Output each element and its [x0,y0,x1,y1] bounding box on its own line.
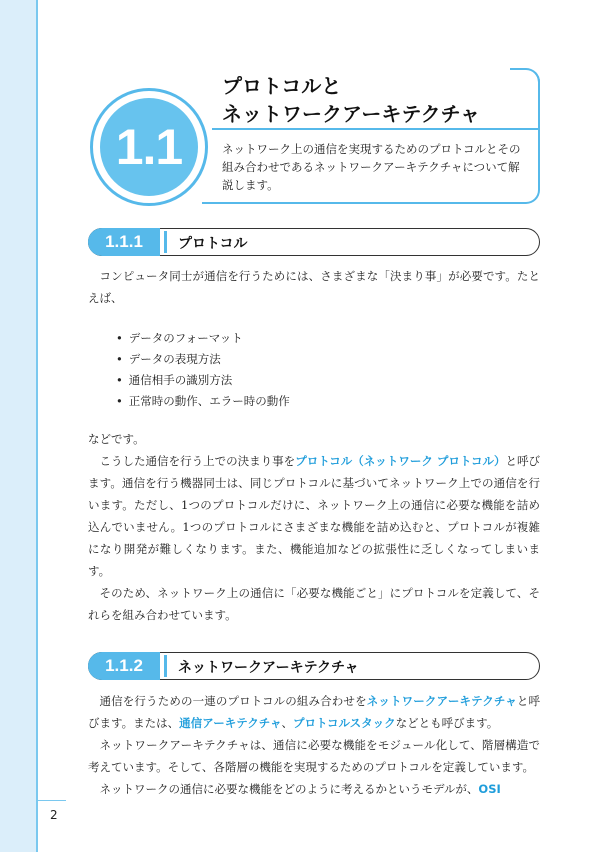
term-network-architecture: ネットワークアーキテクチャ [366,694,517,708]
body-paragraph [88,265,540,309]
subsection-separator [164,231,167,253]
page-number: 2 [50,808,58,822]
subsection-title: ネットワークアーキテクチャ [178,660,359,676]
text-span: などとも呼びます。 [395,716,499,730]
subsection-title: プロトコル [178,236,248,252]
list-item: • 通信相手の識別方法 [116,370,516,391]
section-number-circle [100,98,198,196]
section-number: 1.1 [115,119,183,175]
list-item: • 正常時の動作、エラー時の動作 [116,391,516,412]
body-text-block [88,428,540,626]
paragraph-combination: そのため、ネットワーク上の通信に「必要な機能ごと」にプロトコルを定義して、それらを組み合わせています。 [88,586,540,622]
subsection-number-box [88,652,160,680]
section-title [222,72,522,128]
section-summary: ネットワーク上の通信を実現するためのプロトコルとその組み合わせであるネットワークアーキテクチャについて解説します。 [222,142,521,192]
section-heading [90,68,540,208]
subsection-number: 1.1.2 [105,656,143,675]
section-number-badge [90,88,208,206]
paragraph-model [88,778,540,800]
subsection-number: 1.1.1 [105,232,143,251]
subsection-header-2 [88,652,540,682]
paragraph-layering: ネットワークアーキテクチャは、通信に必要な機能をモジュール化して、階層構造で考えています。そして、各階層の機能を実現するためのプロトコルを定義しています。 [88,738,540,774]
bullet-list [116,328,516,412]
term-osi: OSI [478,782,501,796]
section-title-line-1: プロトコルと [222,74,342,98]
text-span: 、 [281,716,293,730]
title-rule [212,128,538,130]
text-span: こうした通信を行う上での決まり事を [99,454,296,468]
margin-strip [0,0,38,852]
paragraph-intro: コンピュータ同士が通信を行うためには、さまざまな「決まり事」が必要です。たとえば、 [88,269,540,305]
paragraph-after-list: などです。 [88,432,145,446]
text-span: 通信を行うための一連のプロトコルの組み合わせを [99,694,367,708]
text-span: ネットワークの通信に必要な機能をどのように考えるかというモデルが、 [99,782,479,796]
paragraph-protocol [88,450,540,582]
list-item: • データの表現方法 [116,349,516,370]
body-text-block-2 [88,690,540,800]
text-span: と呼びます。または、 [88,694,540,730]
section-title-line-2: ネットワークアーキテクチャ [222,102,480,126]
subsection-separator [164,655,167,677]
term-protocol-stack: プロトコルスタック [292,716,396,730]
subsection-header-1 [88,228,540,258]
term-protocol: プロトコル（ネットワーク プロトコル） [295,454,506,468]
list-item: • データのフォーマット [116,328,516,349]
text-span: と呼びます。通信を行う機器同士は、同じプロトコルに基づいてネットワーク上での通信を行います。ただし、1つのプロトコルだけに、ネットワーク上の通信に必要な機能を詰め込んでいません。1つのプロトコルにさまざまな機能を詰め込むと、プロトコルが複雑になり開発が難しくなります。また、機能追加などの拡張性に乏しくなってしまいます。 [88,454,541,578]
paragraph-architecture [88,690,540,734]
subsection-number-box [88,228,160,256]
term-communication-architecture: 通信アーキテクチャ [179,716,282,730]
